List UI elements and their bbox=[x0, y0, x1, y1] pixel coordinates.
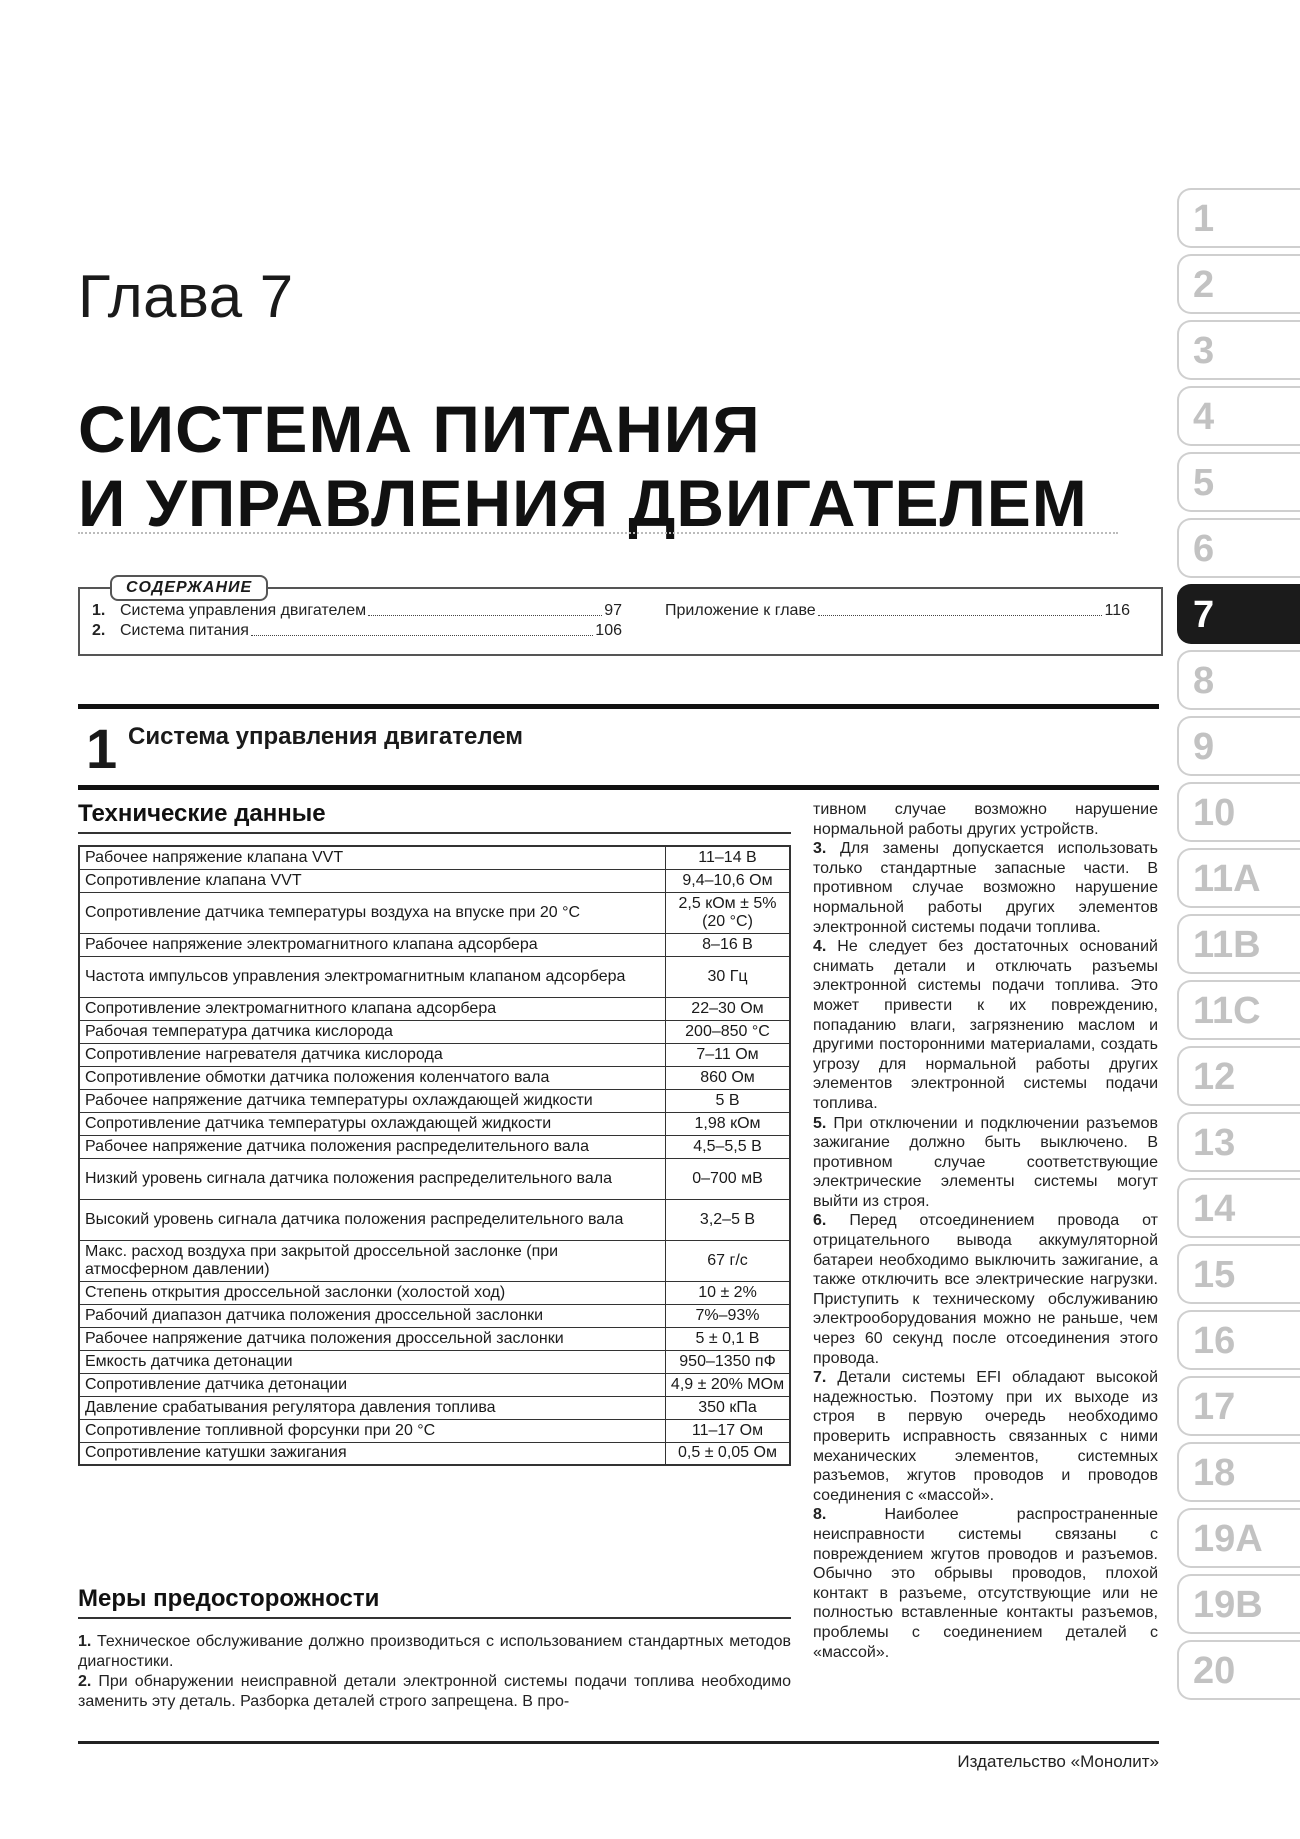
chapter-tab-label: 18 bbox=[1193, 1452, 1236, 1494]
chapter-tab-label: 14 bbox=[1193, 1188, 1236, 1230]
chapter-tab-6[interactable] bbox=[1177, 518, 1300, 578]
chapter-tab-9[interactable] bbox=[1177, 716, 1300, 776]
spec-value: 200–850 °С bbox=[666, 1020, 791, 1043]
spec-value: 30 Гц bbox=[666, 956, 791, 997]
chapter-tab-3[interactable] bbox=[1177, 320, 1300, 380]
spec-value: 7–11 Ом bbox=[666, 1043, 791, 1066]
spec-value: 9,4–10,6 Ом bbox=[666, 869, 791, 892]
spec-value: 4,5–5,5 В bbox=[666, 1135, 791, 1158]
toc-item[interactable] bbox=[92, 621, 622, 641]
spec-row bbox=[79, 1327, 790, 1350]
chapter-tab-5[interactable] bbox=[1177, 452, 1300, 512]
spec-parameter: Высокий уровень сигнала датчика положения распределительного вала bbox=[79, 1199, 666, 1240]
precaution-item-continued: тивном случае возможно нарушение нормальной работы других устройств. bbox=[813, 801, 1158, 838]
toc-leader bbox=[818, 601, 1103, 616]
spec-row bbox=[79, 956, 790, 997]
spec-row bbox=[79, 1066, 790, 1089]
chapter-tab-14[interactable] bbox=[1177, 1178, 1300, 1238]
spec-row bbox=[79, 1396, 790, 1419]
spec-row bbox=[79, 1373, 790, 1396]
spec-parameter: Рабочее напряжение клапана VVT bbox=[79, 846, 666, 869]
chapter-tab-label: 11A bbox=[1193, 858, 1261, 900]
spec-parameter: Рабочее напряжение датчика температуры охлаждающей жидкости bbox=[79, 1089, 666, 1112]
toc-item-text: Система управления двигателем bbox=[120, 602, 367, 619]
chapter-tab-label: 1 bbox=[1193, 198, 1215, 240]
precaution-item: 2. При обнаружении неисправной детали электронной системы подачи топлива необходимо заменить эту деталь. Разборка деталей строго запрещена. В про- bbox=[78, 1673, 791, 1710]
chapter-tab-label: 2 bbox=[1193, 264, 1215, 306]
chapter-tab-label: 20 bbox=[1193, 1650, 1236, 1692]
toc-item-text: Приложение к главе bbox=[665, 602, 816, 619]
precaution-item: 1. Техническое обслуживание должно производиться с использованием стандартных методов диагностики. bbox=[78, 1633, 791, 1670]
spec-row bbox=[79, 846, 790, 869]
chapter-tab-7[interactable] bbox=[1177, 584, 1300, 644]
spec-row bbox=[79, 1199, 790, 1240]
chapter-tab-label: 4 bbox=[1193, 396, 1215, 438]
chapter-tab-label: 11C bbox=[1193, 990, 1261, 1032]
chapter-title-line1: СИСТЕМА ПИТАНИЯ bbox=[78, 392, 761, 466]
spec-value: 350 кПа bbox=[666, 1396, 791, 1419]
spec-row bbox=[79, 1020, 790, 1043]
section-title: Система управления двигателем bbox=[128, 723, 524, 750]
spec-value: 1,98 кОм bbox=[666, 1112, 791, 1135]
spec-parameter: Сопротивление датчика температуры охлаждающей жидкости bbox=[79, 1112, 666, 1135]
chapter-tab-11b[interactable] bbox=[1177, 914, 1300, 974]
chapter-tab-18[interactable] bbox=[1177, 1442, 1300, 1502]
spec-parameter: Сопротивление датчика детонации bbox=[79, 1373, 666, 1396]
chapter-tab-12[interactable] bbox=[1177, 1046, 1300, 1106]
spec-row bbox=[79, 1158, 790, 1199]
toc-item-text: Система питания bbox=[120, 622, 249, 639]
chapter-label: Глава 7 bbox=[78, 263, 294, 330]
chapter-tab-label: 8 bbox=[1193, 660, 1215, 702]
spec-parameter: Рабочая температура датчика кислорода bbox=[79, 1020, 666, 1043]
toc-item-page: 97 bbox=[604, 602, 622, 619]
chapter-tab-11c[interactable] bbox=[1177, 980, 1300, 1040]
tech-data-heading: Технические данные bbox=[78, 800, 326, 827]
chapter-tab-label: 5 bbox=[1193, 462, 1215, 504]
spec-row bbox=[79, 1281, 790, 1304]
chapter-tab-4[interactable] bbox=[1177, 386, 1300, 446]
footer-rule bbox=[78, 1741, 1159, 1744]
chapter-tab-label: 3 bbox=[1193, 330, 1215, 372]
spec-parameter: Сопротивление топливной форсунки при 20 °С bbox=[79, 1419, 666, 1442]
spec-row bbox=[79, 1135, 790, 1158]
chapter-tabs bbox=[1177, 188, 1300, 1706]
chapter-tab-2[interactable] bbox=[1177, 254, 1300, 314]
chapter-tab-label: 11B bbox=[1193, 924, 1261, 966]
spec-row bbox=[79, 1419, 790, 1442]
spec-row bbox=[79, 997, 790, 1020]
section-header bbox=[78, 704, 1159, 790]
spec-value: 11–14 В bbox=[666, 846, 791, 869]
spec-row bbox=[79, 933, 790, 956]
chapter-tab-label: 9 bbox=[1193, 726, 1215, 768]
spec-parameter: Сопротивление электромагнитного клапана адсорбера bbox=[79, 997, 666, 1020]
spec-parameter: Рабочее напряжение датчика положения распределительного вала bbox=[79, 1135, 666, 1158]
chapter-tab-label: 19B bbox=[1193, 1584, 1263, 1626]
precautions-left-text bbox=[78, 1632, 791, 1712]
spec-parameter: Низкий уровень сигнала датчика положения распределительного вала bbox=[79, 1158, 666, 1199]
spec-row bbox=[79, 1240, 790, 1281]
chapter-tab-label: 19A bbox=[1193, 1518, 1263, 1560]
spec-value: 4,9 ± 20% МОм bbox=[666, 1373, 791, 1396]
spec-row bbox=[79, 1304, 790, 1327]
spec-value: 22–30 Ом bbox=[666, 997, 791, 1020]
chapter-tab-20[interactable] bbox=[1177, 1640, 1300, 1700]
spec-row bbox=[79, 892, 790, 933]
spec-value: 3,2–5 В bbox=[666, 1199, 791, 1240]
toc-leader bbox=[251, 621, 593, 636]
spec-value: 2,5 кОм ± 5% (20 °С) bbox=[666, 892, 791, 933]
precautions-right-column bbox=[813, 800, 1158, 1662]
precautions-heading: Меры предосторожности bbox=[78, 1585, 380, 1612]
spec-value: 7%–93% bbox=[666, 1304, 791, 1327]
spec-value: 5 ± 0,1 В bbox=[666, 1327, 791, 1350]
chapter-title bbox=[78, 392, 1088, 540]
precaution-item: 6. Перед отсоединением провода от отрицательного вывода аккумуляторной батареи необходимо выключить зажигание, а также отключить все электрические нагрузки. Приступить к техническому обслуживанию электрооборудования можно не раньше, чем через 60 секунд после отсоединения этого провода. bbox=[813, 1212, 1158, 1367]
spec-row bbox=[79, 869, 790, 892]
spec-parameter: Емкость датчика детонации bbox=[79, 1350, 666, 1373]
toc-item[interactable] bbox=[92, 601, 622, 621]
chapter-tab-label: 6 bbox=[1193, 528, 1215, 570]
chapter-tab-1[interactable] bbox=[1177, 188, 1300, 248]
toc-item-page: 106 bbox=[595, 622, 622, 639]
spec-row bbox=[79, 1112, 790, 1135]
spec-parameter: Степень открытия дроссельной заслонки (холостой ход) bbox=[79, 1281, 666, 1304]
spec-parameter: Сопротивление обмотки датчика положения коленчатого вала bbox=[79, 1066, 666, 1089]
precaution-item: 8. Наиболее распространенные неисправности системы связаны с повреждением жгутов проводов и разъемов. Обычно это обрывы проводов, плохой контакт в разъеме, отсутствующие или не полностью вставленные контакты разъемов, проблемы с соединением деталей с «массой». bbox=[813, 1506, 1158, 1661]
publisher-credit: Издательство «Монолит» bbox=[957, 1752, 1159, 1771]
table-of-contents bbox=[78, 579, 1163, 656]
title-divider bbox=[78, 532, 1118, 534]
chapter-tab-label: 13 bbox=[1193, 1122, 1236, 1164]
chapter-tab-17[interactable] bbox=[1177, 1376, 1300, 1436]
spec-parameter: Сопротивление нагревателя датчика кислорода bbox=[79, 1043, 666, 1066]
spec-value: 0,5 ± 0,05 Ом bbox=[666, 1442, 791, 1465]
chapter-tab-19b[interactable] bbox=[1177, 1574, 1300, 1634]
spec-row bbox=[79, 1442, 790, 1465]
toc-heading: СОДЕРЖАНИЕ bbox=[110, 575, 268, 601]
precaution-item: 5. При отключении и подключении разъемов зажигание должно быть выключено. В противном случае соответствующие электрические элементы системы могут выйти из строя. bbox=[813, 1114, 1158, 1210]
toc-item-page: 116 bbox=[1104, 602, 1130, 619]
precaution-item: 4. Не следует без достаточных оснований снимать детали и отключать разъемы электронной системы подачи топлива. Это может привести к их повреждению, попаданию влаги, загрязнению маслом и другими посторонними материалами, создать угрозу для нормальной работы других элементов электронной системы подачи топлива. bbox=[813, 938, 1158, 1112]
chapter-title-line2: И УПРАВЛЕНИЯ ДВИГАТЕЛЕМ bbox=[78, 466, 1088, 540]
spec-value: 860 Ом bbox=[666, 1066, 791, 1089]
spec-value: 8–16 В bbox=[666, 933, 791, 956]
spec-parameter: Сопротивление датчика температуры воздуха на впуске при 20 °С bbox=[79, 892, 666, 933]
spec-value: 10 ± 2% bbox=[666, 1281, 791, 1304]
chapter-tab-15[interactable] bbox=[1177, 1244, 1300, 1304]
spec-row bbox=[79, 1350, 790, 1373]
chapter-tab-label: 17 bbox=[1193, 1386, 1236, 1428]
chapter-tab-label: 15 bbox=[1193, 1254, 1236, 1296]
chapter-tab-16[interactable] bbox=[1177, 1310, 1300, 1370]
spec-parameter: Рабочее напряжение датчика положения дроссельной заслонки bbox=[79, 1327, 666, 1350]
tech-data-rule bbox=[78, 832, 791, 834]
spec-value: 0–700 мВ bbox=[666, 1158, 791, 1199]
spec-row bbox=[79, 1043, 790, 1066]
spec-parameter: Сопротивление клапана VVT bbox=[79, 869, 666, 892]
spec-parameter: Макс. расход воздуха при закрытой дроссельной заслонке (при атмосферном давлении) bbox=[79, 1240, 666, 1281]
toc-item-number: 2. bbox=[92, 622, 106, 639]
spec-value: 67 г/с bbox=[666, 1240, 791, 1281]
spec-row bbox=[79, 1089, 790, 1112]
spec-value: 11–17 Ом bbox=[666, 1419, 791, 1442]
spec-value: 950–1350 пФ bbox=[666, 1350, 791, 1373]
chapter-tab-label: 7 bbox=[1193, 594, 1215, 636]
tech-data-table bbox=[78, 845, 791, 1466]
precautions-rule bbox=[78, 1617, 791, 1619]
spec-parameter: Сопротивление катушки зажигания bbox=[79, 1442, 666, 1465]
toc-leader bbox=[368, 601, 602, 616]
chapter-tab-11a[interactable] bbox=[1177, 848, 1300, 908]
toc-item[interactable] bbox=[665, 601, 1130, 621]
spec-parameter: Рабочее напряжение электромагнитного клапана адсорбера bbox=[79, 933, 666, 956]
chapter-tab-19a[interactable] bbox=[1177, 1508, 1300, 1568]
chapter-tab-label: 10 bbox=[1193, 792, 1236, 834]
chapter-tab-label: 16 bbox=[1193, 1320, 1236, 1362]
spec-value: 5 В bbox=[666, 1089, 791, 1112]
precaution-item: 3. Для замены допускается использовать только стандартные запасные части. В противном случае возможно нарушение нормальной работы других элементов электронной системы подачи топлива. bbox=[813, 840, 1158, 936]
toc-item-number: 1. bbox=[92, 602, 106, 619]
chapter-tab-8[interactable] bbox=[1177, 650, 1300, 710]
section-number: 1 bbox=[86, 717, 118, 780]
chapter-tab-13[interactable] bbox=[1177, 1112, 1300, 1172]
spec-parameter: Рабочий диапазон датчика положения дроссельной заслонки bbox=[79, 1304, 666, 1327]
spec-parameter: Давление срабатывания регулятора давления топлива bbox=[79, 1396, 666, 1419]
spec-parameter: Частота импульсов управления электромагнитным клапаном адсорбера bbox=[79, 956, 666, 997]
precaution-item: 7. Детали системы EFI обладают высокой надежностью. Поэтому при их выходе из строя в первую очередь необходимо проверить исправность связанных с ними механических элементов, системных разъемов, жгутов проводов и проводов соединения с «массой». bbox=[813, 1369, 1159, 1504]
chapter-tab-label: 12 bbox=[1193, 1056, 1236, 1098]
chapter-tab-10[interactable] bbox=[1177, 782, 1300, 842]
